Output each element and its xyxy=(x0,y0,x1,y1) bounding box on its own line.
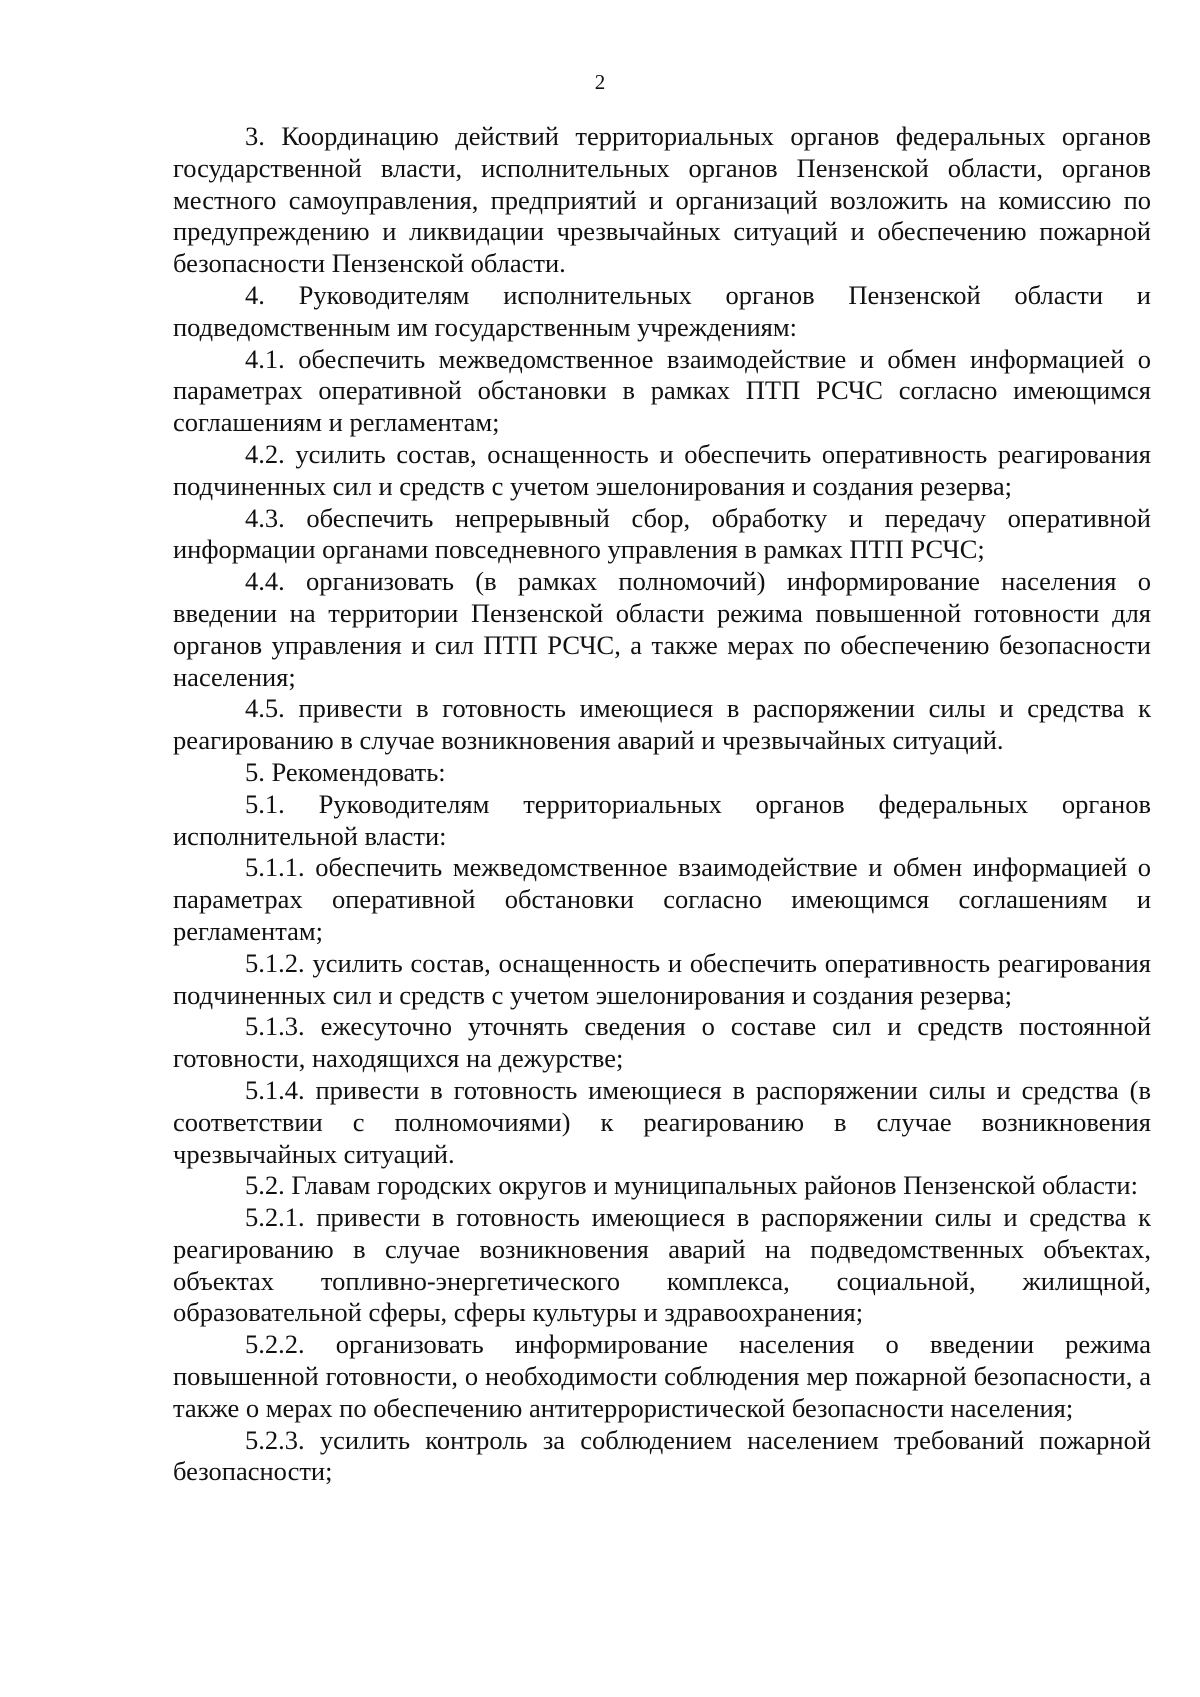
paragraph-5-1-4: 5.1.4. привести в готовность имеющиеся в распоряжении силы и средства (в соответствии с полномочиями) к реагированию в случае возникновения чрезвычайных ситуаций. xyxy=(173,1074,1151,1169)
paragraph-3: 3. Координацию действий территориальных органов федеральных органов государственной власти, исполнительных органов Пензенской области, органов местного самоуправления, предприятий и организаций возложить на комиссию по предупреждению и ликвидации чрезвычайных ситуаций и обеспечению пожарной безопасности Пензенской области. xyxy=(173,121,1151,279)
paragraph-5-2: 5.2. Главам городских округов и муниципальных районов Пензенской области: xyxy=(245,1170,1138,1201)
paragraph-4-2: 4.2. усилить состав, оснащенность и обеспечить оперативность реагирования подчиненных сил и средств с учетом эшелонирования и создания резерва; xyxy=(173,438,1151,501)
paragraph-4: 4. Руководителям исполнительных органов Пензенской области и подведомственным им государственным учреждениям: xyxy=(173,279,1151,342)
paragraph-5-1: 5.1. Руководителям территориальных органов федеральных органов исполнительной власти: xyxy=(173,788,1151,851)
paragraph-4-3: 4.3. обеспечить непрерывный сбор, обработку и передачу оперативной информации органами повседневного управления в рамках ПТП РСЧС; xyxy=(173,502,1151,565)
document-body xyxy=(173,121,1151,1488)
paragraph-5-1-3: 5.1.3. ежесуточно уточнять сведения о составе сил и средств постоянной готовности, находящихся на дежурстве; xyxy=(173,1011,1151,1074)
paragraph-5-1-1: 5.1.1. обеспечить межведомственное взаимодействие и обмен информацией о параметрах оперативной обстановки согласно имеющимся соглашениям и регламентам; xyxy=(173,852,1151,946)
paragraph-5-1-2: 5.1.2. усилить состав, оснащенность и обеспечить оперативность реагирования подчиненных сил и средств с учетом эшелонирования и создания резерва; xyxy=(173,947,1151,1010)
paragraph-4-1: 4.1. обеспечить межведомственное взаимодействие и обмен информацией о параметрах оперативной обстановки в рамках ПТП РСЧС согласно имеющимся соглашениям и регламентам; xyxy=(173,343,1151,438)
paragraph-5: 5. Рекомендовать: xyxy=(245,756,446,787)
paragraph-5-2-3: 5.2.3. усилить контроль за соблюдением населением требований пожарной безопасности; xyxy=(173,1424,1151,1487)
paragraph-4-5: 4.5. привести в готовность имеющиеся в распоряжении силы и средства к реагированию в случае возникновения аварий и чрезвычайных ситуаций. xyxy=(173,693,1151,756)
paragraph-4-4: 4.4. организовать (в рамках полномочий) информирование населения о введении на территории Пензенской области режима повышенной готовности для органов управления и сил ПТП РСЧС, а также мерах по обеспечению безопасности населения; xyxy=(173,566,1151,692)
paragraph-5-2-1: 5.2.1. привести в готовность имеющиеся в распоряжении силы и средства к реагированию в случае возникновения аварий на подведомственных объектах, объектах топливно-энергетического комплекса, социальной, жилищной, образовательной сферы, сферы культуры и здравоохранения; xyxy=(173,1202,1151,1328)
paragraph-5-2-2: 5.2.2. организовать информирование населения о введении режима повышенной готовности, о необходимости соблюдения мер пожарной безопасности, а также о мерах по обеспечению антитеррористической безопасности населения; xyxy=(173,1329,1151,1423)
page-number: 2 xyxy=(594,70,606,94)
